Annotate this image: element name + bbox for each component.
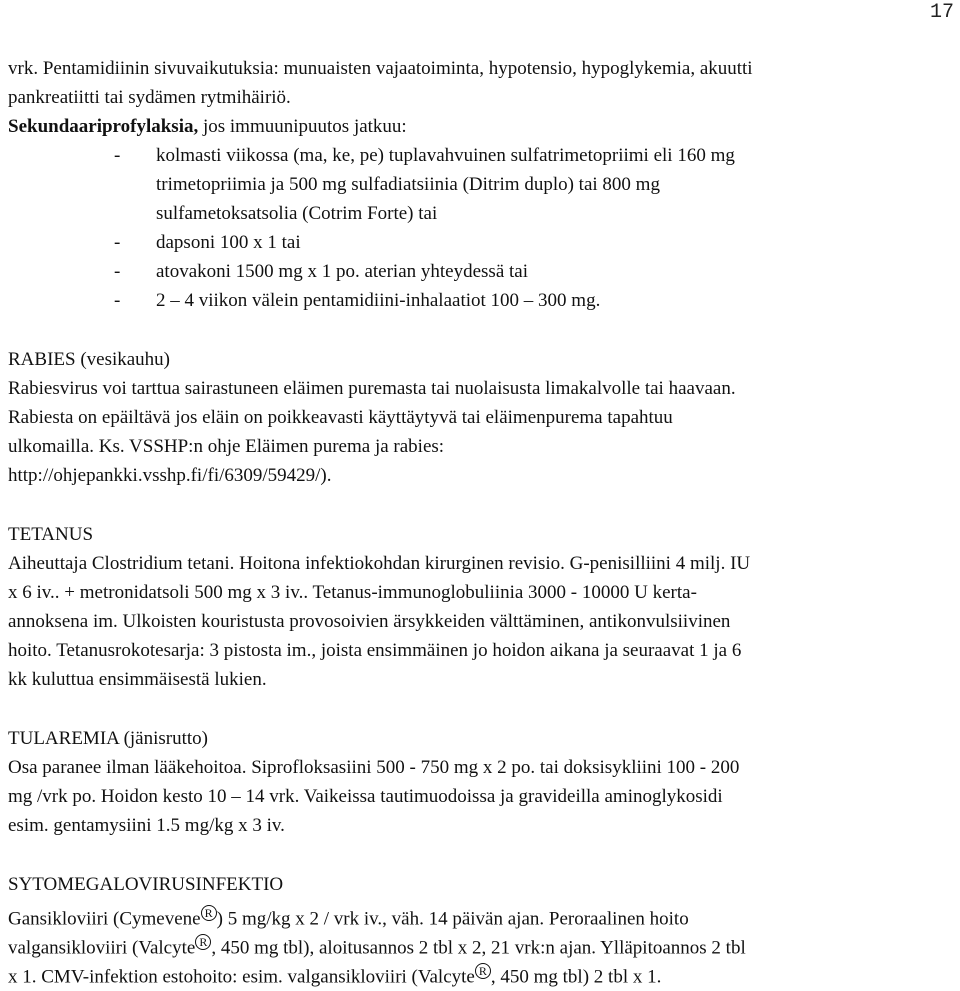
document-body xyxy=(8,54,958,986)
prophylaxis-heading-rest: jos immuunipuutos jatkuu: xyxy=(198,116,407,137)
registered-mark-icon: R xyxy=(195,934,211,950)
prophylaxis-heading-bold: Sekundaariprofylaksia, xyxy=(8,116,199,137)
prophylaxis-heading xyxy=(8,112,958,141)
cmv-line xyxy=(8,957,958,986)
list-item-text: 2 – 4 viikon välein pentamidiini-inhalaatiot 100 – 300 mg. xyxy=(156,290,601,311)
list-item-continuation: trimetopriimia ja 500 mg sulfadiatsiinia (Ditrim duplo) tai 800 mg xyxy=(156,174,660,195)
tetanus-heading: TETANUS xyxy=(8,524,94,545)
list-item xyxy=(8,141,958,170)
list-item xyxy=(8,286,958,315)
intro-line-2: pankreatiitti tai sydämen rytmihäiriö. xyxy=(8,87,291,108)
cmv-heading: SYTOMEGALOVIRUSINFEKTIO xyxy=(8,874,284,895)
tularemia-line: mg /vrk po. Hoidon kesto 10 – 14 vrk. Vaikeissa tautimuodoissa ja gravideilla aminoglykosidi xyxy=(8,786,723,807)
tetanus-line: hoito. Tetanusrokotesarja: 3 pistosta im., joista ensimmäinen jo hoidon aikana ja seuraavat 1 ja 6 xyxy=(8,640,742,661)
list-dash: - xyxy=(114,261,121,282)
list-dash: - xyxy=(114,232,121,253)
list-item-text: atovakoni 1500 mg x 1 po. aterian yhteydessä tai xyxy=(156,261,528,282)
tularemia-line: esim. gentamysiini 1.5 mg/kg x 3 iv. xyxy=(8,815,285,836)
tetanus-line: x 6 iv.. + metronidatsoli 500 mg x 3 iv.. Tetanus-immunoglobuliinia 3000 - 10000 U kerta- xyxy=(8,582,697,603)
tetanus-line: Aiheuttaja Clostridium tetani. Hoitona infektiokohdan kirurginen revisio. G-penisilliini 4 milj. IU xyxy=(8,553,751,574)
tetanus-line: annoksena im. Ulkoisten kouristusta provosoivien ärsykkeiden välttäminen, antikonvulsiivinen xyxy=(8,611,731,632)
intro-line-1: vrk. Pentamidiinin sivuvaikutuksia: munuaisten vajaatoiminta, hypotensio, hypoglykemia, akuutti xyxy=(8,58,753,79)
cmv-line xyxy=(8,928,958,957)
rabies-line: Rabiesta on epäiltävä jos eläin on poikkeavasti käyttäytyvä tai eläimenpurema tapahtuu xyxy=(8,407,673,428)
cmv-text: , 450 mg tbl), aloitusannos 2 tbl x 2, 21 vrk:n ajan. Ylläpitoannos 2 tbl xyxy=(211,937,746,959)
cmv-text: Gansikloviiri (Cymevene xyxy=(8,908,201,930)
cmv-text: ) 5 mg/kg x 2 / vrk iv., väh. 14 päivän ajan. Peroraalinen hoito xyxy=(216,908,689,930)
cmv-line xyxy=(8,899,958,928)
cmv-text: x 1. CMV-infektion estohoito: esim. valgansikloviiri (Valcyte xyxy=(8,966,475,988)
list-item-text: kolmasti viikossa (ma, ke, pe) tuplavahvuinen sulfatrimetopriimi eli 160 mg xyxy=(156,145,735,166)
tetanus-line: kk kuluttua ensimmäisestä lukien. xyxy=(8,669,267,690)
list-item xyxy=(8,228,958,257)
rabies-heading: RABIES (vesikauhu) xyxy=(8,349,171,370)
cmv-text: valgansikloviiri (Valcyte xyxy=(8,937,196,959)
list-item-continuation: sulfametoksatsolia (Cotrim Forte) tai xyxy=(156,203,438,224)
rabies-line: Rabiesvirus voi tarttua sairastuneen eläimen puremasta tai nuolaisusta limakalvolle tai haavaan. xyxy=(8,378,736,399)
list-dash: - xyxy=(114,290,121,311)
list-item xyxy=(8,257,958,286)
cmv-text: , 450 mg tbl) 2 tbl x 1. xyxy=(490,966,662,988)
tularemia-heading: TULAREMIA (jänisrutto) xyxy=(8,728,209,749)
registered-mark-icon: R xyxy=(475,963,491,979)
page-number: 17 xyxy=(929,1,954,24)
tularemia-line: Osa paranee ilman lääkehoitoa. Siprofloksasiini 500 - 750 mg x 2 po. tai doksisykliini 100 - 200 xyxy=(8,757,740,778)
rabies-line: ulkomailla. Ks. VSSHP:n ohje Eläimen purema ja rabies: xyxy=(8,436,445,457)
rabies-link[interactable]: http://ohjepankki.vsshp.fi/fi/6309/59429/). xyxy=(8,465,332,486)
registered-mark-icon: R xyxy=(201,905,217,921)
list-item-text: dapsoni 100 x 1 tai xyxy=(156,232,301,253)
list-dash: - xyxy=(114,145,121,166)
